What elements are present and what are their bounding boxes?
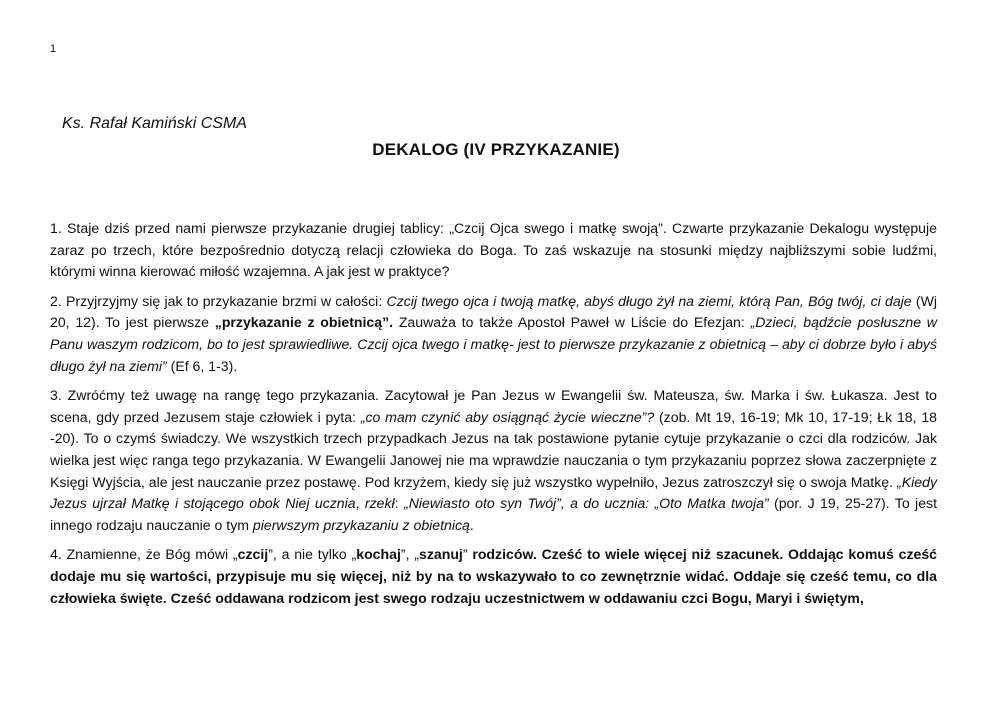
text-run: rodziców. Cześć to wiele więcej niż szacunek. Oddając komuś cześć dodaje mu się wartości, przypisuje mu się więcej, niż by na to wskazywało to co zewnętrznie widać. Oddaje się cześć temu, co dla człowieka święte. Cześć oddawana rodzicom jest swego rodzaju uczestnictwem w oddawaniu czci Bogu, Maryi i świętym,	[50, 546, 938, 606]
text-run: Czcij twego ojca i twoją matkę, abyś długo żył na ziemi, którą Pan, Bóg twój, ci daje	[386, 292, 912, 309]
document-title: DEKALOG (IV PRZYKAZANIE)	[372, 140, 620, 159]
text-run: „Kiedy Jezus ujrzał Matkę i stojącego obok Niej ucznia	[50, 473, 937, 512]
text-run: (Wj 20, 12). To jest pierwsze	[50, 292, 937, 331]
text-run: .	[469, 516, 474, 533]
text-run: ”, „	[400, 546, 419, 563]
author-line: Ks. Rafał Kamiński CSMA	[62, 115, 247, 132]
text-run: ”	[462, 546, 473, 563]
text-run: (Ef 6, 1-3).	[166, 357, 238, 374]
text-run: (zob. Mt 19, 16-19; Mk 10, 17-19; Łk 18, 18 -20). To o czymś świadczy. We wszystkich trzech przypadkach Jezus na tak postawione pytanie cytuje przykazanie o czci dla rodziców. Jak wielka jest więc ranga tego przykazania. W Ewangelii Janowej nie ma wprawdzie nauczania o tym przykazaniu poprzez słowa zaczerpnięte z Księgi Wyjścia, ale jest nauczanie przez postawę. Pod krzyżem, kiedy się już wszystko wypełniło, Jezus zatroszczył się o swoja Matkę.	[50, 408, 937, 490]
paragraph-4	[50, 544, 937, 609]
text-run: ,	[355, 495, 365, 512]
text-run: rzekł	[364, 495, 395, 512]
text-run: „Dzieci, bądźcie posłuszne w Panu waszym rodzicom, bo to jest sprawiedliwe. Czcij ojca twego i matkę- jest to pierwsze przykazanie z obietnicą – aby ci dobrze było i abyś długo żył na ziemi”	[50, 314, 937, 374]
text-run: 2. Przyjrzyjmy się jak to przykazanie brzmi w całości:	[50, 292, 387, 309]
text-run: :	[394, 495, 404, 512]
text-run: ”, a nie tylko „	[268, 546, 357, 563]
page-number: 1	[50, 43, 57, 55]
text-run: szanuj	[418, 546, 463, 563]
paragraph-2	[50, 291, 937, 377]
paragraph-1	[50, 218, 937, 283]
text-run: pierwszym przykazaniu z obietnicą	[252, 516, 470, 533]
text-run: Zauważa to także Apostoł Paweł w Liście do Efezjan:	[393, 314, 751, 331]
text-run: „co mam czynić aby osiągnąć życie wieczne”?	[360, 408, 655, 425]
text-run: 4. Znamienne, że Bóg mówi „	[50, 546, 238, 563]
text-run: czcij	[237, 546, 269, 563]
paragraph-3	[50, 385, 937, 536]
text-run: 1. Staje dziś przed nami pierwsze przykazanie drugiej tablicy: „Czcij Ojca swego i matkę swoją”. Czwarte przykazanie Dekalogu występuje zaraz po trzech, które bezpośrednio dotyczą relacji człowieka do Boga. To zaś wskazuje na stosunki między najbliższymi sobie ludźmi, którymi winna kierować miłość wzajemna. A jak jest w praktyce?	[50, 220, 937, 280]
text-run: 3. Zwróćmy też uwagę na rangę tego przykazania. Zacytował je Pan Jezus w Ewangelii św. Mateusza, św. Marka i św. Łukasza. Jest to scena, gdy przed Jezusem staje człowiek i pyta:	[50, 387, 937, 425]
text-run: „przykazanie z obietnicą”.	[214, 314, 394, 331]
text-run: „Niewiasto oto syn Twój”, a do ucznia: „Oto Matka twoja”	[404, 495, 769, 512]
text-run: (por. J 19, 25-27). To jest innego rodzaju nauczanie o tym	[50, 495, 937, 533]
document-body	[50, 218, 937, 617]
text-run: kochaj	[356, 546, 401, 563]
